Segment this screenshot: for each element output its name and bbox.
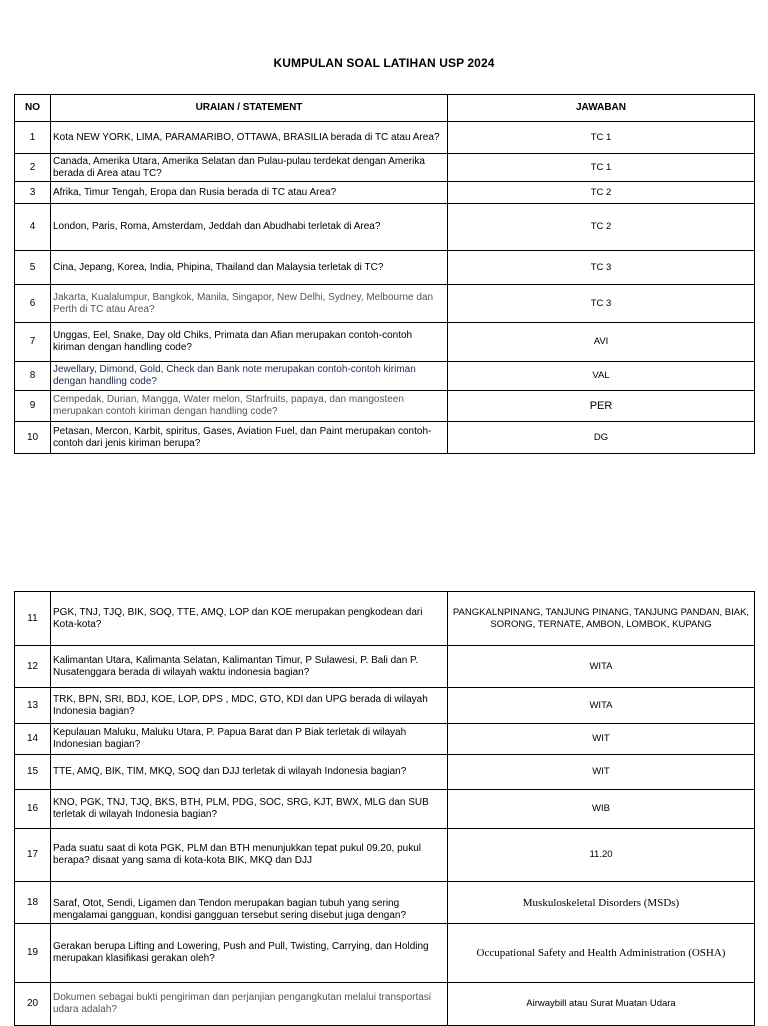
table-row (15, 924, 755, 983)
row-number: 20 (15, 983, 51, 1026)
row-number: 14 (15, 724, 51, 755)
row-statement: TTE, AMQ, BIK, TIM, MKQ, SOQ dan DJJ terletak di wilayah Indonesia bagian? (51, 755, 448, 790)
row-statement: Petasan, Mercon, Karbit, spiritus, Gases, Aviation Fuel, dan Paint merupakan contoh-contoh dari jenis kiriman berupa? (51, 422, 448, 454)
table-row (15, 204, 755, 251)
row-statement: Unggas, Eel, Snake, Day old Chiks, Primata dan Afian merupakan contoh-contoh kiriman dengan handling code? (51, 323, 448, 362)
row-answer: TC 3 (448, 251, 755, 285)
row-answer: PANGKALNPINANG, TANJUNG PINANG, TANJUNG PANDAN, BIAK, SORONG, TERNATE, AMBON, LOMBOK, KUPANG (448, 592, 755, 646)
row-answer: Airwaybill atau Surat Muatan Udara (448, 983, 755, 1026)
row-statement: Pada suatu saat di kota PGK, PLM dan BTH menunjukkan tepat pukul 09.20, pukul berapa? disaat yang sama di kota-kota BIK, MKQ dan DJJ (51, 829, 448, 882)
row-answer: WIT (448, 755, 755, 790)
row-answer: Occupational Safety and Health Administration (OSHA) (448, 924, 755, 983)
row-answer: Muskuloskeletal Disorders (MSDs) (448, 882, 755, 924)
row-answer: TC 3 (448, 285, 755, 323)
row-number: 12 (15, 646, 51, 688)
row-statement: Jewellary, Dimond, Gold, Check dan Bank note merupakan contoh-contoh kiriman dengan handling code? (51, 362, 448, 391)
header-no: NO (15, 95, 51, 122)
header-statement: URAIAN / STATEMENT (51, 95, 448, 122)
row-number: 5 (15, 251, 51, 285)
row-answer: WITA (448, 688, 755, 724)
questions-table-1 (14, 94, 755, 454)
table-row (15, 755, 755, 790)
row-number: 9 (15, 391, 51, 422)
row-answer: VAL (448, 362, 755, 391)
row-statement: Dokumen sebagai bukti pengiriman dan perjanjian pengangkutan melalui transportasi udara adalah? (51, 983, 448, 1026)
row-number: 11 (15, 592, 51, 646)
row-number: 1 (15, 122, 51, 154)
row-answer: WITA (448, 646, 755, 688)
row-statement: Kalimantan Utara, Kalimanta Selatan, Kalimantan Timur, P Sulawesi, P. Bali dan P. Nusatenggara berada di wilayah waktu indonesia bagian? (51, 646, 448, 688)
row-number: 3 (15, 182, 51, 204)
row-answer: TC 1 (448, 154, 755, 182)
row-number: 6 (15, 285, 51, 323)
row-number: 13 (15, 688, 51, 724)
table-row (15, 592, 755, 646)
row-answer: WIT (448, 724, 755, 755)
row-statement: Kepulauan Maluku, Maluku Utara, P. Papua Barat dan P Biak terletak di wilayah Indonesian bagian? (51, 724, 448, 755)
row-statement: TRK, BPN, SRI, BDJ, KOE, LOP, DPS , MDC, GTO, KDI dan UPG berada di wilayah Indonesia bagian? (51, 688, 448, 724)
questions-table-2 (14, 591, 755, 1026)
row-number: 16 (15, 790, 51, 829)
table-row (15, 122, 755, 154)
row-number: 10 (15, 422, 51, 454)
row-answer: AVI (448, 323, 755, 362)
row-number: 15 (15, 755, 51, 790)
row-statement: Kota NEW YORK, LIMA, PARAMARIBO, OTTAWA, BRASILIA berada di TC atau Area? (51, 122, 448, 154)
row-answer: TC 2 (448, 204, 755, 251)
row-statement: Gerakan berupa Lifting and Lowering, Push and Pull, Twisting, Carrying, dan Holding merupakan klasifikasi gerakan oleh? (51, 924, 448, 983)
row-statement: Cina, Jepang, Korea, India, Phipina, Thailand dan Malaysia terletak di TC? (51, 251, 448, 285)
row-number: 4 (15, 204, 51, 251)
table-row (15, 790, 755, 829)
row-answer: TC 1 (448, 122, 755, 154)
header-answer: JAWABAN (448, 95, 755, 122)
table-row (15, 251, 755, 285)
row-answer: WIB (448, 790, 755, 829)
row-number: 19 (15, 924, 51, 983)
table-row (15, 323, 755, 362)
row-statement: Cempedak, Durian, Mangga, Water melon, Starfruits, papaya, dan mangosteen merupakan contoh kiriman dengan handling code? (51, 391, 448, 422)
row-statement: London, Paris, Roma, Amsterdam, Jeddah dan Abudhabi terletak di Area? (51, 204, 448, 251)
table-row (15, 391, 755, 422)
row-statement: PGK, TNJ, TJQ, BIK, SOQ, TTE, AMQ, LOP dan KOE merupakan pengkodean dari Kota-kota? (51, 592, 448, 646)
row-number: 8 (15, 362, 51, 391)
row-answer: TC 2 (448, 182, 755, 204)
row-statement: Afrika, Timur Tengah, Eropa dan Rusia berada di TC atau Area? (51, 182, 448, 204)
table-row (15, 285, 755, 323)
row-answer: 11.20 (448, 829, 755, 882)
page-title: KUMPULAN SOAL LATIHAN USP 2024 (273, 56, 495, 70)
table-row (15, 362, 755, 391)
row-statement: KNO, PGK, TNJ, TJQ, BKS, BTH, PLM, PDG, SOC, SRG, KJT, BWX, MLG dan SUB terletak di wilayah Indonesia bagian? (51, 790, 448, 829)
table-row (15, 154, 755, 182)
table-header-row (15, 95, 755, 122)
row-number: 2 (15, 154, 51, 182)
row-number: 17 (15, 829, 51, 882)
row-statement: Jakarta, Kualalumpur, Bangkok, Manila, Singapor, New Delhi, Sydney, Melbourne dan Perth di TC atau Area? (51, 285, 448, 323)
row-number: 7 (15, 323, 51, 362)
table-row (15, 882, 755, 924)
table-row (15, 983, 755, 1026)
table-row (15, 724, 755, 755)
table-row (15, 182, 755, 204)
table-row (15, 422, 755, 454)
row-statement: Canada, Amerika Utara, Amerika Selatan dan Pulau-pulau terdekat dengan Amerika berada di Area atau TC? (51, 154, 448, 182)
row-number: 18 (15, 882, 51, 924)
row-answer: DG (448, 422, 755, 454)
table-row (15, 688, 755, 724)
row-statement: Saraf, Otot, Sendi, Ligamen dan Tendon merupakan bagian tubuh yang sering mengalamai gangguan, kondisi gangguan tersebut sering disebut juga dengan? (51, 882, 448, 924)
row-answer: PER (448, 391, 755, 422)
table-row (15, 829, 755, 882)
table-row (15, 646, 755, 688)
